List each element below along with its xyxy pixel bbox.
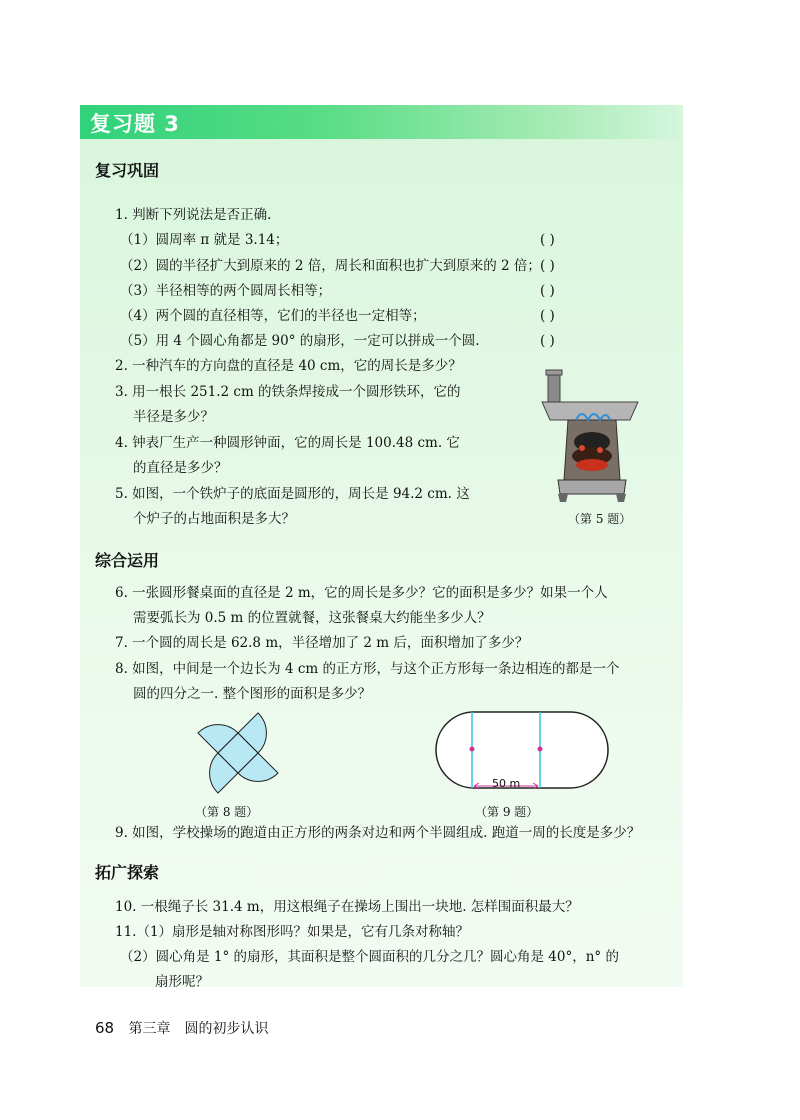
answer-blank: ( ) xyxy=(540,258,555,274)
q1-item: （4）两个圆的直径相等，它们的半径也一定相等； xyxy=(120,308,426,324)
q11-text: （2）圆心角是 1° 的扇形，其面积是整个圆面积的几分之几？圆心角是 40°，n° 的 xyxy=(120,949,619,965)
q8-figure xyxy=(183,718,293,788)
q1-item: （3）半径相等的两个圆周长相等； xyxy=(120,283,332,299)
q10-text: 10. 一根绳子长 31.4 m，用这根绳子在操场上围出一块地. 怎样围面积最大？ xyxy=(115,899,579,915)
section-heading-review: 复习巩固 xyxy=(95,161,160,180)
q11-text: 扇形呢？ xyxy=(155,974,209,990)
page-footer xyxy=(95,1018,269,1038)
chapter-title: 第三章 圆的初步认识 xyxy=(128,1021,269,1037)
q9-track-figure xyxy=(434,710,610,802)
answer-blank: ( ) xyxy=(540,232,555,248)
q1-item: （2）圆的半径扩大到原来的 2 倍，周长和面积也扩大到原来的 2 倍； xyxy=(120,258,541,274)
title-bar xyxy=(80,105,683,139)
q6-text: 6. 一张圆形餐桌面的直径是 2 m，它的周长是多少？它的面积是多少？如果一个人 xyxy=(115,585,608,601)
q2-text: 2. 一种汽车的方向盘的直径是 40 cm，它的周长是多少？ xyxy=(115,358,462,374)
q9-dimension-label: 50 m xyxy=(492,777,521,790)
q7-text: 7. 一个圆的周长是 62.8 m，半径增加了 2 m 后，面积增加了多少？ xyxy=(115,635,529,651)
page-number: 68 xyxy=(95,1019,115,1037)
q4-text: 4. 钟表厂生产一种圆形钟面，它的周长是 100.48 cm. 它 xyxy=(115,435,460,451)
q3-text: 3. 用一根长 251.2 cm 的铁条焊接成一个圆形铁环，它的 xyxy=(115,384,461,400)
q5-caption: （第 5 题） xyxy=(568,512,632,526)
q5-text: 5. 如图，一个铁炉子的底面是圆形的，周长是 94.2 cm. 这 xyxy=(115,486,470,502)
q1-item: （1）圆周率 π 就是 3.14； xyxy=(120,232,289,248)
answer-blank: ( ) xyxy=(540,308,555,324)
section-heading-apply: 综合运用 xyxy=(95,551,160,570)
q1-item: （5）用 4 个圆心角都是 90° 的扇形，一定可以拼成一个圆. xyxy=(120,333,480,349)
page-title: 复习题 3 xyxy=(90,112,180,136)
section-heading-explore: 拓广探索 xyxy=(95,863,160,882)
answer-blank: ( ) xyxy=(540,283,555,299)
q6-text: 需要弧长为 0.5 m 的位置就餐，这张餐桌大约能坐多少人？ xyxy=(133,610,491,626)
q9-caption: （第 9 题） xyxy=(475,805,539,819)
stove-figure xyxy=(538,370,648,505)
q8-text: 圆的四分之一. 整个图形的面积是多少？ xyxy=(133,686,372,702)
q3-text: 半径是多少？ xyxy=(133,409,214,425)
q8-text: 8. 如图，中间是一个边长为 4 cm 的正方形，与这个正方形每一条边相连的都是一个 xyxy=(115,661,620,677)
q5-text: 个炉子的占地面积是多大？ xyxy=(133,511,295,527)
q8-caption: （第 8 题） xyxy=(195,805,259,819)
q9-text: 9. 如图，学校操场的跑道由正方形的两条对边和两个半圆组成. 跑道一周的长度是多少？ xyxy=(115,825,641,841)
q1-stem: 1. 判断下列说法是否正确. xyxy=(115,207,272,223)
q11-text: 11.（1）扇形是轴对称图形吗？如果是，它有几条对称轴？ xyxy=(115,924,470,940)
q4-text: 的直径是多少？ xyxy=(133,460,228,476)
answer-blank: ( ) xyxy=(540,333,555,349)
